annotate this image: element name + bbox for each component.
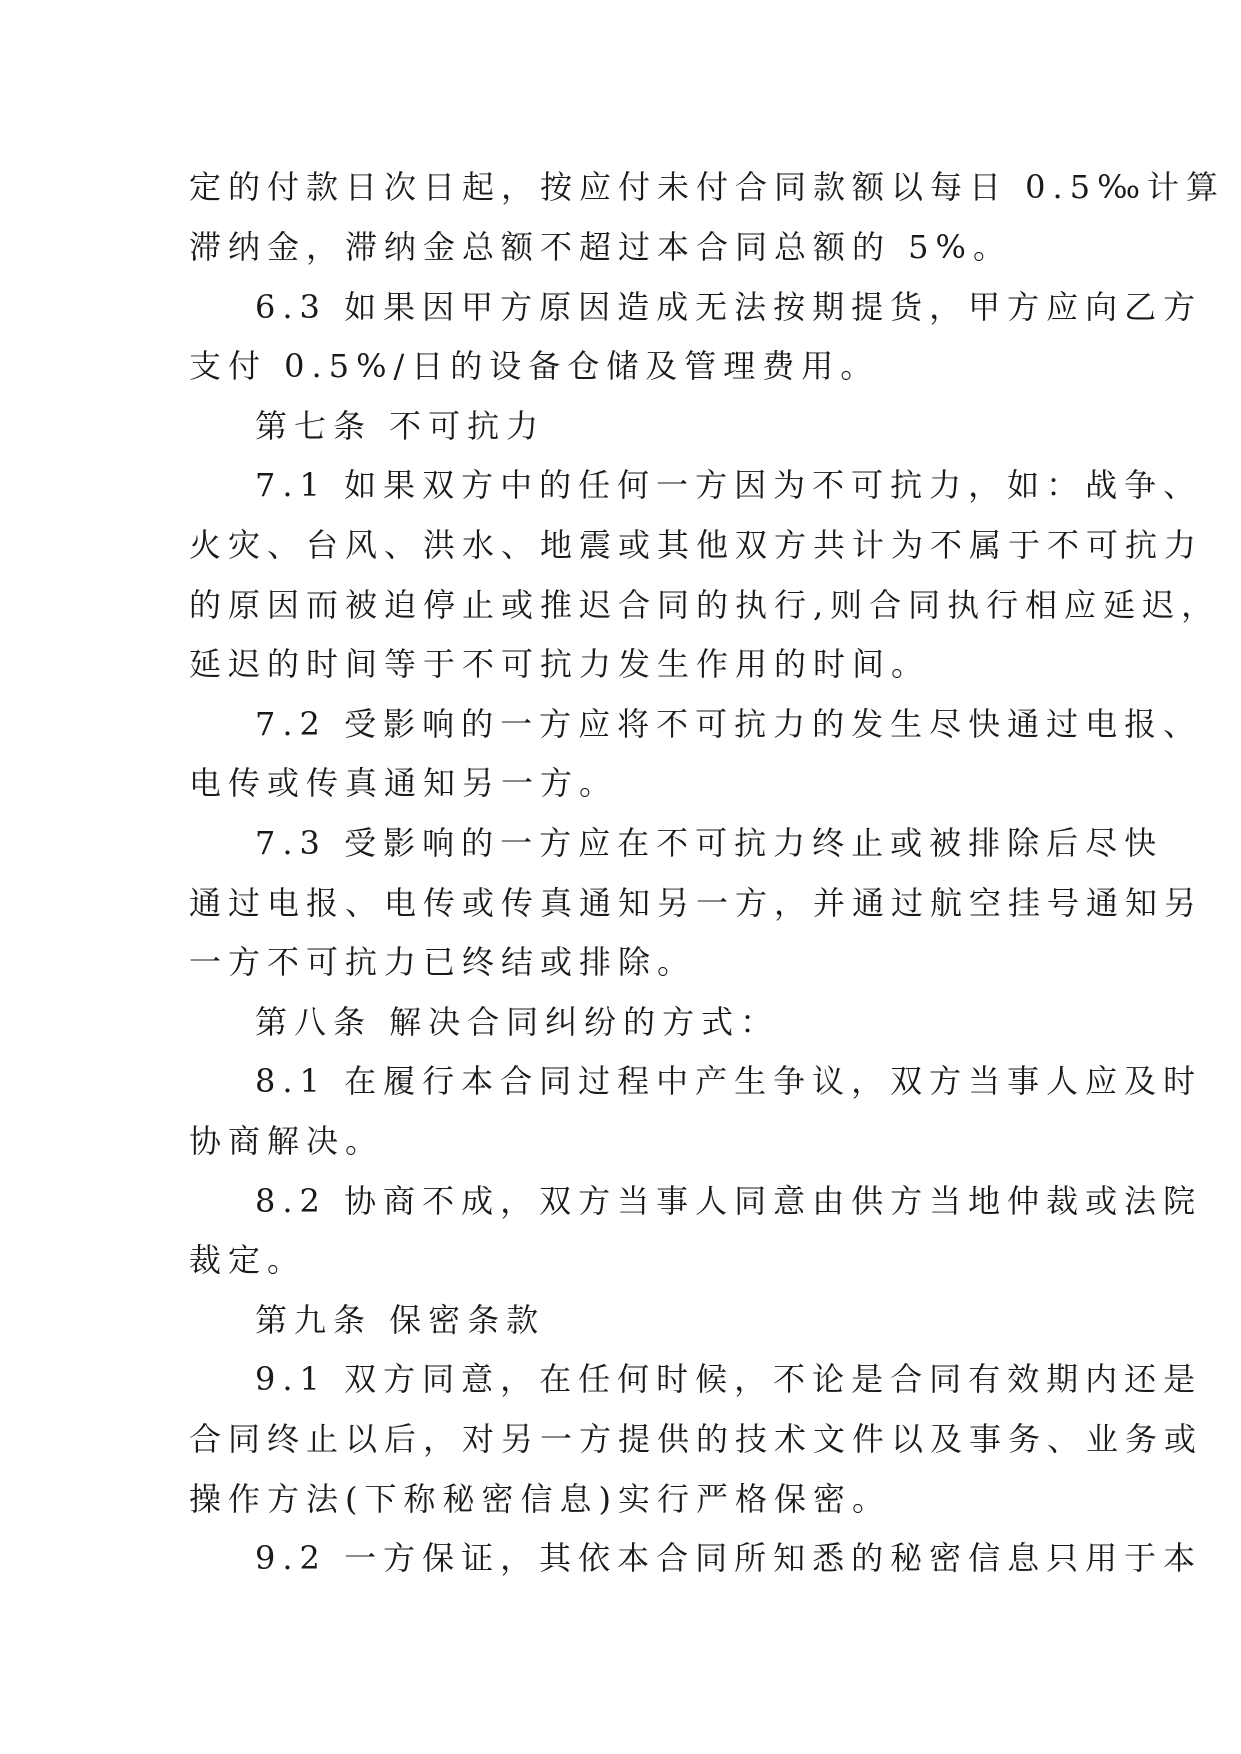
clause-7-3: 7.3 受影响的一方应在不可抗力终止或被排除后尽快 [255, 824, 1164, 862]
text-line: 操作方法(下称秘密信息)实行严格保密。 [189, 1480, 891, 1518]
text-line: 延迟的时间等于不可抗力发生作用的时间。 [189, 645, 931, 683]
text-line: 一方不可抗力已终结或排除。 [189, 943, 697, 981]
text-line: 通过电报、电传或传真通知另一方，并通过航空挂号通知另 [189, 884, 1204, 922]
text-line: 裁定。 [189, 1241, 307, 1279]
clause-8-1: 8.1 在履行本合同过程中产生争议，双方当事人应及时 [255, 1062, 1203, 1100]
text-line: 滞纳金，滞纳金总额不超过本合同总额的 5%。 [189, 228, 1012, 266]
article-9-heading: 第九条 保密条款 [255, 1301, 546, 1339]
clause-8-2: 8.2 协商不成，双方当事人同意由供方当地仲裁或法院 [255, 1182, 1203, 1220]
article-7-heading: 第七条 不可抗力 [255, 407, 546, 445]
text-line: 的原因而被迫停止或推迟合同的执行,则合同执行相应延迟， [189, 586, 1221, 624]
text-line: 定的付款日次日起，按应付未付合同款额以每日 0.5‰计算 [189, 168, 1226, 206]
clause-7-1: 7.1 如果双方中的任何一方因为不可抗力，如：战争、 [255, 466, 1203, 504]
text-line: 协商解决。 [189, 1122, 385, 1160]
clause-9-2: 9.2 一方保证，其依本合同所知悉的秘密信息只用于本 [255, 1539, 1203, 1577]
clause-9-1: 9.1 双方同意，在任何时候，不论是合同有效期内还是 [255, 1360, 1203, 1398]
text-line: 合同终止以后，对另一方提供的技术文件以及事务、业务或 [189, 1420, 1204, 1458]
clause-6-3: 6.3 如果因甲方原因造成无法按期提货，甲方应向乙方 [255, 288, 1203, 326]
text-line: 支付 0.5%/日的设备仓储及管理费用。 [189, 347, 880, 385]
article-8-heading: 第八条 解决合同纠纷的方式： [255, 1003, 780, 1041]
text-line: 电传或传真通知另一方。 [189, 764, 619, 802]
text-line: 火灾、台风、洪水、地震或其他双方共计为不属于不可抗力 [189, 526, 1204, 564]
clause-7-2: 7.2 受影响的一方应将不可抗力的发生尽快通过电报、 [255, 705, 1203, 743]
